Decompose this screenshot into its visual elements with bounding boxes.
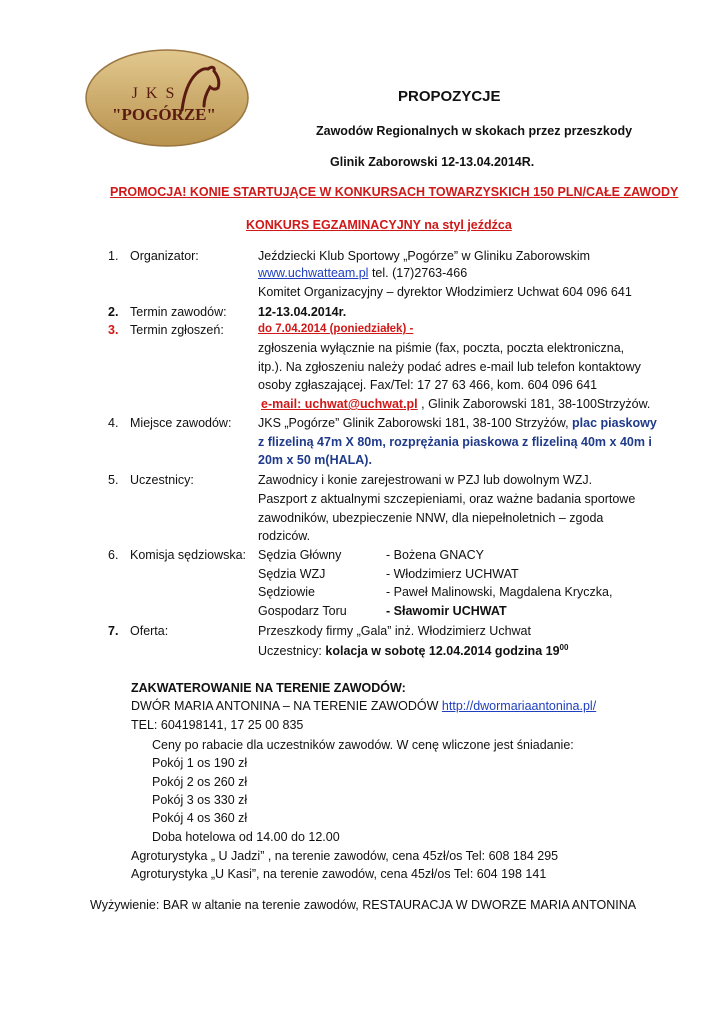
agrotourism-line: Agroturystyka „U Kasi”, na terenie zawodów, cena 45zł/os Tel: 604 198 141 [131, 867, 547, 881]
room-price: Pokój 3 os 330 zł [152, 793, 248, 807]
judge-role: Sędzia Główny [258, 548, 342, 562]
registration-text-line: zgłoszenia wyłącznie na piśmie (fax, poczta, poczta elektroniczna, [258, 341, 625, 355]
item-label-organizer: Organizator: [130, 249, 199, 263]
registration-deadline: do 7.04.2014 (poniedziałek) - [258, 323, 414, 335]
logo-line1: J K S [131, 85, 177, 102]
event-subtitle: Zawodów Regionalnych w skokach przez przeszkody [316, 124, 633, 138]
item-label-dates: Termin zawodów: [130, 305, 227, 319]
room-price: Pokój 4 os 360 zł [152, 811, 248, 825]
page-title: PROPOZYCJE [398, 88, 501, 105]
judge-role: Sędziowie [258, 585, 315, 599]
club-logo [84, 48, 250, 148]
website-link[interactable]: www.uchwatteam.pl [258, 266, 369, 280]
judge-name: - Włodzimierz UCHWAT [386, 567, 519, 581]
item-number: 1. [108, 249, 119, 263]
item-label-deadline: Termin zgłoszeń: [130, 323, 224, 337]
judge-name: - Sławomir UCHWAT [386, 604, 507, 618]
discount-note: Ceny po rabacie dla uczestników zawodów. W cenę wliczone jest śniadanie: [152, 738, 574, 752]
item-number: 3. [108, 323, 119, 337]
item-number: 6. [108, 548, 119, 562]
organizer-contact [258, 266, 467, 280]
judge-name: - Bożena GNACY [386, 548, 484, 562]
venue-hall: 20m x 50 m(HALA). [258, 453, 372, 467]
registration-email-line [258, 397, 650, 411]
participants-line: rodziców. [258, 529, 311, 543]
item-number: 4. [108, 416, 119, 430]
agrotourism-line: Agroturystyka „ U Jadzi” , na terenie zawodów, cena 45zł/os Tel: 608 184 295 [131, 849, 559, 863]
manor-name: DWÓR MARIA ANTONINA – NA TERENIE ZAWODÓW [131, 699, 442, 713]
organizer-tel: tel. (17)2763-466 [368, 266, 468, 280]
judge-role: Gospodarz Toru [258, 604, 347, 618]
organizing-committee: Komitet Organizacyjny – dyrektor Włodzimierz Uchwat 604 096 641 [258, 285, 632, 299]
registration-text-line: itp.). Na zgłoszeniu należy podać adres e-mail lub telefon kontaktowy [258, 360, 641, 374]
manor-website-link[interactable]: http://dwormariaantonina.pl/ [441, 699, 597, 713]
food-info: Wyżywienie: BAR w altanie na terenie zawodów, RESTAURACJA W DWORZE MARIA ANTONINA [90, 898, 637, 912]
item-number: 7. [108, 624, 119, 638]
accommodation-heading: ZAKWATEROWANIE NA TERENIE ZAWODÓW: [131, 681, 406, 695]
organizer-name: Jeździecki Klub Sportowy „Pogórze” w Gliniku Zaborowskim [258, 249, 591, 263]
item-label-offer: Oferta: [130, 624, 169, 638]
manor-phone: TEL: 604198141, 17 25 00 835 [131, 718, 304, 732]
postal-address: , Glinik Zaborowski 181, 38-100Strzyżów. [417, 397, 651, 411]
hotel-day-hours: Doba hotelowa od 14.00 do 12.00 [152, 830, 340, 844]
offer-dinner-prefix: Uczestnicy: [258, 644, 326, 659]
exam-competition: KONKURS EGZAMINACYJNY na styl jeźdźca [246, 218, 512, 232]
offer-dinner-minutes: 00 [559, 643, 569, 652]
item-number: 2. [108, 305, 119, 319]
item-label-participants: Uczestnicy: [130, 473, 194, 487]
offer-dinner-time: kolacja w sobotę 12.04.2014 godzina 19 [325, 644, 560, 659]
promo-banner: PROMOCJA! KONIE STARTUJĄCE W KONKURSACH TOWARZYSKICH 150 PLN/CAŁE ZAWODY [110, 185, 679, 199]
registration-text-line: osoby zgłaszającej. Fax/Tel: 17 27 63 466, kom. 604 096 641 [258, 378, 598, 392]
venue-arena-details: z flizeliną 47m X 80m, rozprężania piaskowa z flizeliną 40m x 40m i [258, 435, 652, 449]
event-place-date: Glinik Zaborowski 12-13.04.2014R. [330, 155, 535, 169]
event-dates: 12-13.04.2014r. [258, 305, 347, 319]
logo-line2: "POGÓRZE" [112, 105, 216, 124]
judge-name: - Paweł Malinowski, Magdalena Kryczka, [386, 585, 613, 599]
room-price: Pokój 1 os 190 zł [152, 756, 248, 770]
venue-address: JKS „Pogórze” Glinik Zaborowski 181, 38-100 Strzyżów, [258, 416, 573, 430]
participants-line: Paszport z aktualnymi szczepieniami, oraz ważne badania sportowe [258, 492, 636, 506]
manor-line [131, 699, 596, 713]
item-number: 5. [108, 473, 119, 487]
email-link[interactable]: e-mail: uchwat@uchwat.pl [261, 397, 418, 411]
offer-dinner [258, 643, 568, 658]
participants-line: zawodników, ubezpieczenie NNW, dla niepełnoletnich – zgoda [258, 511, 604, 525]
offer-obstacles: Przeszkody firmy „Gala” inż. Włodzimierz Uchwat [258, 624, 531, 638]
item-label-venue: Miejsce zawodów: [130, 416, 232, 430]
room-price: Pokój 2 os 260 zł [152, 775, 248, 789]
participants-line: Zawodnicy i konie zarejestrowani w PZJ lub dowolnym WZJ. [258, 473, 593, 487]
item-label-judges: Komisja sędziowska: [130, 548, 247, 562]
venue-arena: plac piaskowy [572, 416, 657, 430]
judge-role: Sędzia WZJ [258, 567, 326, 581]
venue-line [258, 416, 657, 430]
